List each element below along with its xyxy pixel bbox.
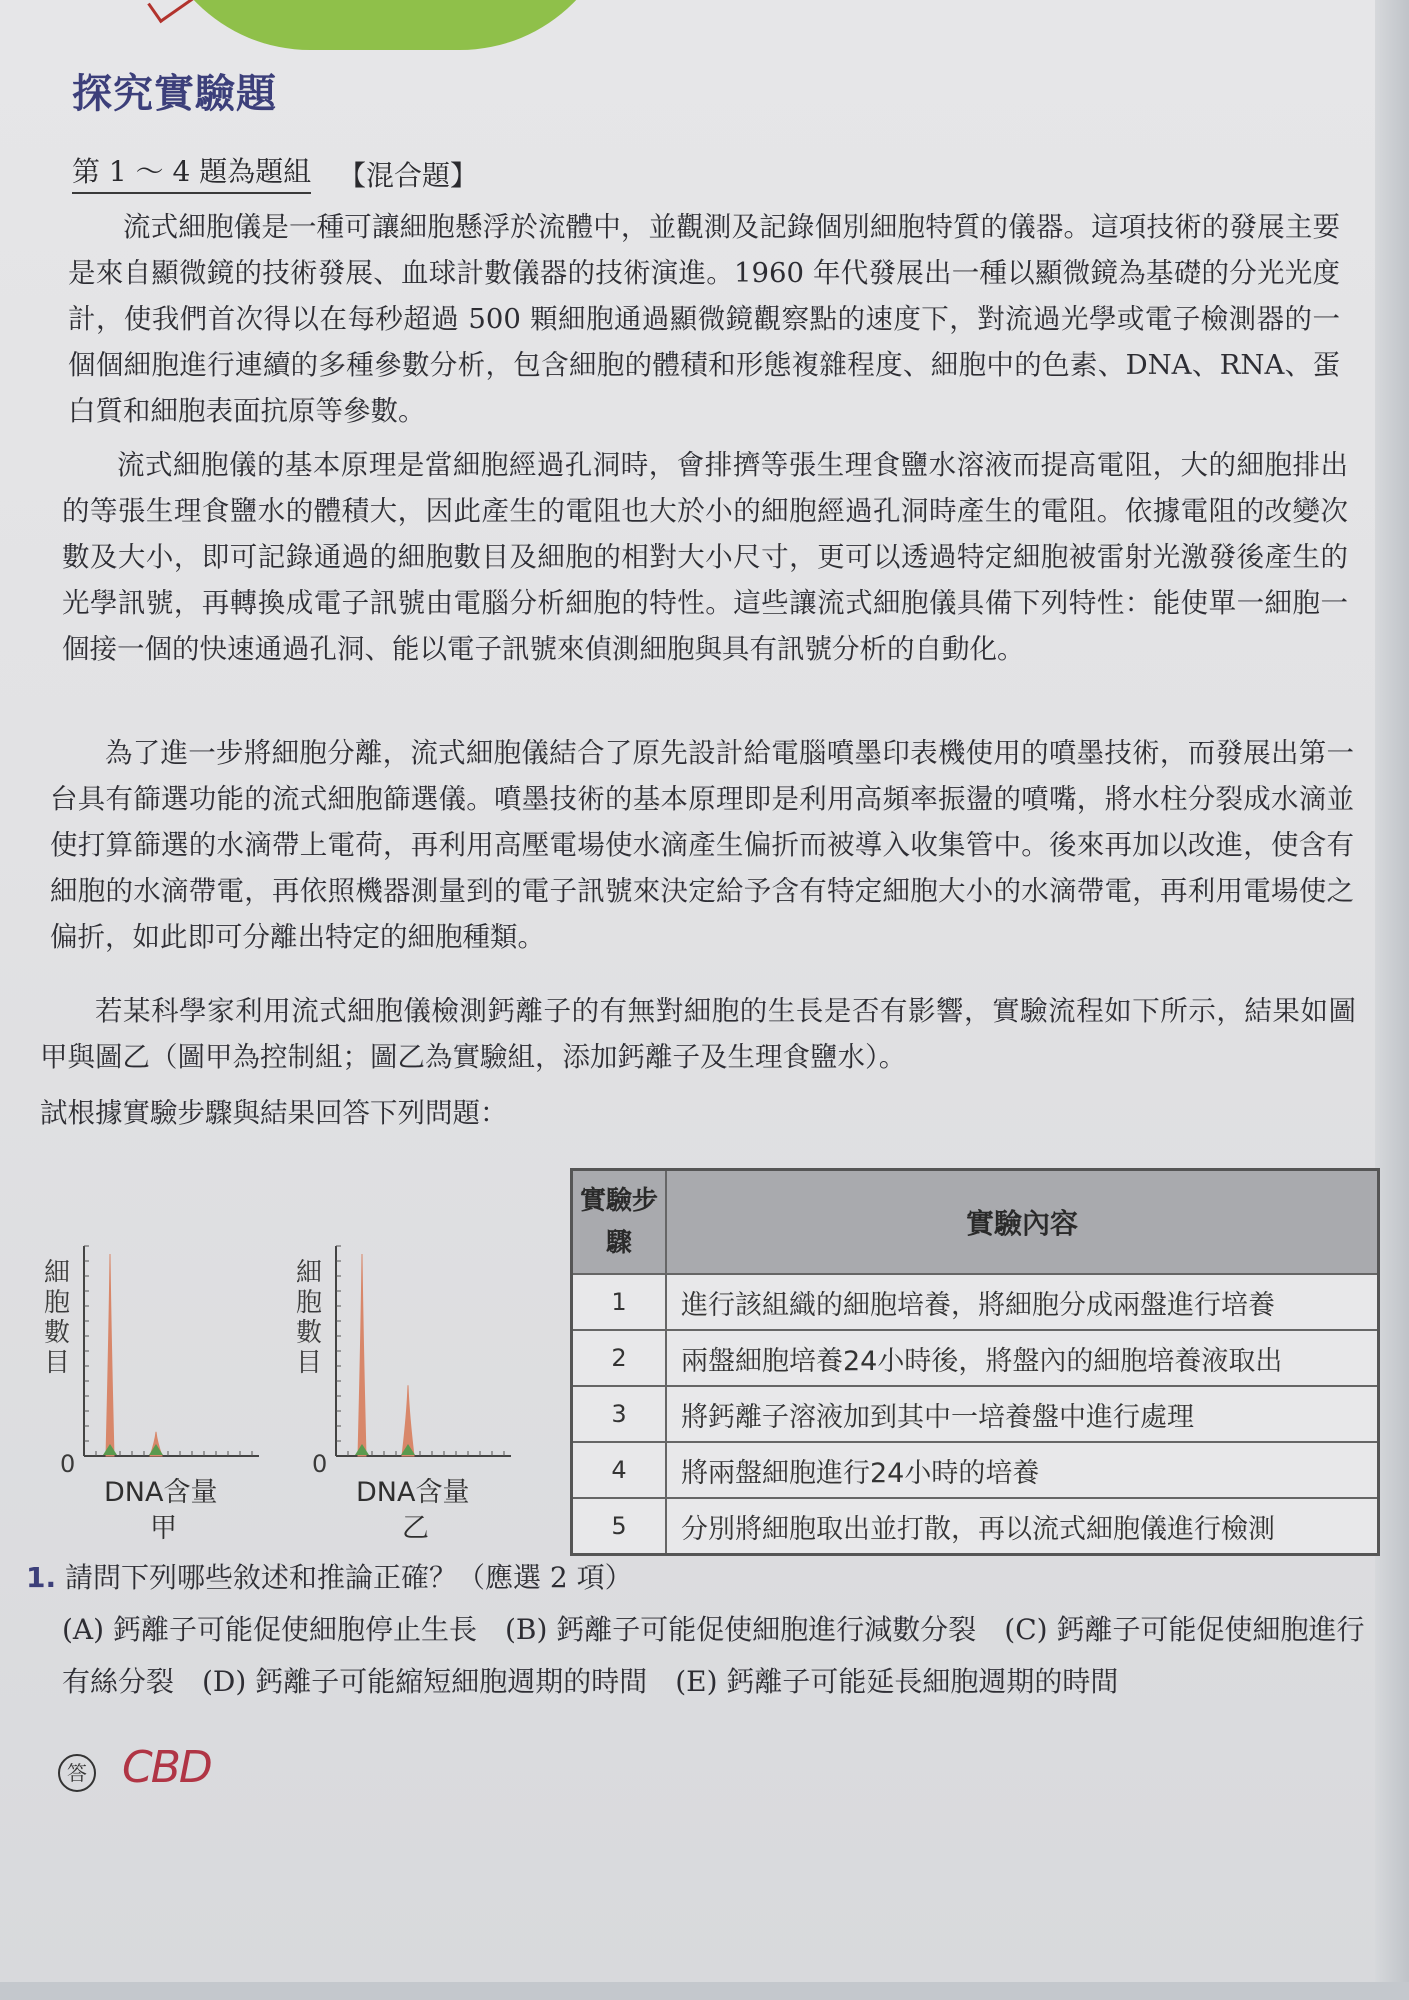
step-content: 進行該組織的細胞培養，將細胞分成兩盤進行培養: [666, 1274, 1379, 1330]
paragraph-3: 為了進一步將細胞分離，流式細胞儀結合了原先設計給電腦噴墨印表機使用的噴墨技術，而發展出第一台具有篩選功能的流式細胞篩選儀。噴墨技術的基本原理即是利用高頻率振盪的噴嘴，將水柱分裂成水滴並使打算篩選的水滴帶上電荷，再利用高壓電場使水滴產生偏折而被導入收集管中。後來再加以改進，使含有細胞的水滴帶電，再依照機器測量到的電子訊號來決定給予含有特定細胞大小的水滴帶電，再利用電場使之偏折，如此即可分離出特定的細胞種類。: [50, 737, 1354, 953]
chart-b-ylabel: 細胞數目: [295, 1258, 322, 1378]
chart-a-ylabel: 細胞數目: [43, 1258, 70, 1378]
group-label: 第 1 ～ 4 題為題組: [72, 150, 311, 194]
peak-marker-2: [149, 1444, 163, 1455]
question-options: (A) 鈣離子可能促使細胞停止生長 (B) 鈣離子可能促使細胞進行減數分裂 (C) 鈣離子可能促使細胞進行有絲分裂 (D) 鈣離子可能縮短細胞週期的時間 (E) 鈣離子可能延長細胞週期的時間: [62, 1613, 1365, 1698]
header-step: 實驗步驟: [572, 1170, 667, 1275]
chart-b-zero: 0: [312, 1450, 328, 1478]
chart-b-plot: [290, 1218, 525, 1478]
chart-b-caption: 乙: [402, 1513, 429, 1544]
paragraph-5: 試根據實驗步驟與結果回答下列問題：: [40, 1097, 508, 1129]
paragraph-1: 流式細胞儀是一種可讓細胞懸浮於流體中，並觀測及記錄個別細胞特質的儀器。這項技術的發展主要是來自顯微鏡的技術發展、血球計數儀器的技術演進。1960 年代發展出一種以顯微鏡為基礎的分光光度計，使我們首次得以在每秒超過 500 顆細胞通過顯微鏡觀察點的速度下，對流過光學或電子檢測器的一個個細胞進行連續的多種參數分析，包含細胞的體積和形態複雜程度、細胞中的色素、DNA、RNA、蛋白質和細胞表面抗原等參數。: [68, 211, 1340, 427]
peak-1: [106, 1254, 114, 1456]
handwritten-answer: CBD: [122, 1742, 211, 1793]
step-number: 2: [572, 1330, 667, 1386]
step-content: 兩盤細胞培養24小時後，將盤內的細胞培養液取出: [666, 1330, 1379, 1386]
chart-a-xlabel: DNA含量: [104, 1477, 218, 1508]
table-row: [572, 1274, 1379, 1330]
table-row: [572, 1442, 1379, 1498]
peak-1: [358, 1254, 366, 1456]
question-1: [26, 1556, 633, 1596]
paragraph-4: 若某科學家利用流式細胞儀檢測鈣離子的有無對細胞的生長是否有影響，實驗流程如下所示，結果如圖甲與圖乙（圖甲為控制組；圖乙為實驗組，添加鈣離子及生理食鹽水）。: [40, 995, 1356, 1073]
step-number: 4: [572, 1442, 667, 1498]
chart-a-zero: 0: [60, 1450, 76, 1478]
step-content: 分別將細胞取出並打散，再以流式細胞儀進行檢測: [666, 1498, 1379, 1555]
decorative-banner: [150, 0, 620, 50]
answer-icon: 答: [58, 1754, 96, 1792]
section-title: 探究實驗題: [72, 71, 277, 117]
step-content: 將鈣離子溶液加到其中一培養盤中進行處理: [666, 1386, 1379, 1442]
table-row: [572, 1330, 1379, 1386]
chart-a-caption: 甲: [150, 1513, 177, 1544]
table-row: [572, 1498, 1379, 1555]
chart-a-plot: [38, 1218, 273, 1478]
decorative-mark: [147, 0, 195, 23]
step-number: 3: [572, 1386, 667, 1442]
question-text: 請問下列哪些敘述和推論正確？（應選 2 項）: [65, 1561, 633, 1594]
table-row: [572, 1386, 1379, 1442]
page-bottom-edge: [0, 1982, 1409, 2000]
chart-a: [38, 1218, 273, 1548]
chart-b: [290, 1218, 525, 1548]
paragraph-2: 流式細胞儀的基本原理是當細胞經過孔洞時，會排擠等張生理食鹽水溶液而提高電阻，大的細胞排出的等張生理食鹽水的體積大，因此產生的電阻也大於小的細胞經過孔洞時產生的電阻。依據電阻的改變次數及大小，即可記錄通過的細胞數目及細胞的相對大小尺寸，更可以透過特定細胞被雷射光激發後產生的光學訊號，再轉換成電子訊號由電腦分析細胞的特性。這些讓流式細胞儀具備下列特性：能使單一細胞一個接一個的快速通過孔洞、能以電子訊號來偵測細胞與具有訊號分析的自動化。: [62, 449, 1348, 665]
chart-b-xlabel: DNA含量: [356, 1477, 470, 1508]
peak-marker-1: [355, 1444, 369, 1455]
step-content: 將兩盤細胞進行24小時的培養: [666, 1442, 1379, 1498]
group-tag: 【混合題】: [338, 159, 479, 192]
header-content: 實驗內容: [666, 1170, 1379, 1275]
peak-marker-1: [103, 1444, 117, 1455]
table-header-row: [572, 1170, 1379, 1275]
experiment-steps-table: [570, 1168, 1380, 1556]
question-number: 1.: [26, 1561, 57, 1594]
step-number: 5: [572, 1498, 667, 1555]
step-number: 1: [572, 1274, 667, 1330]
